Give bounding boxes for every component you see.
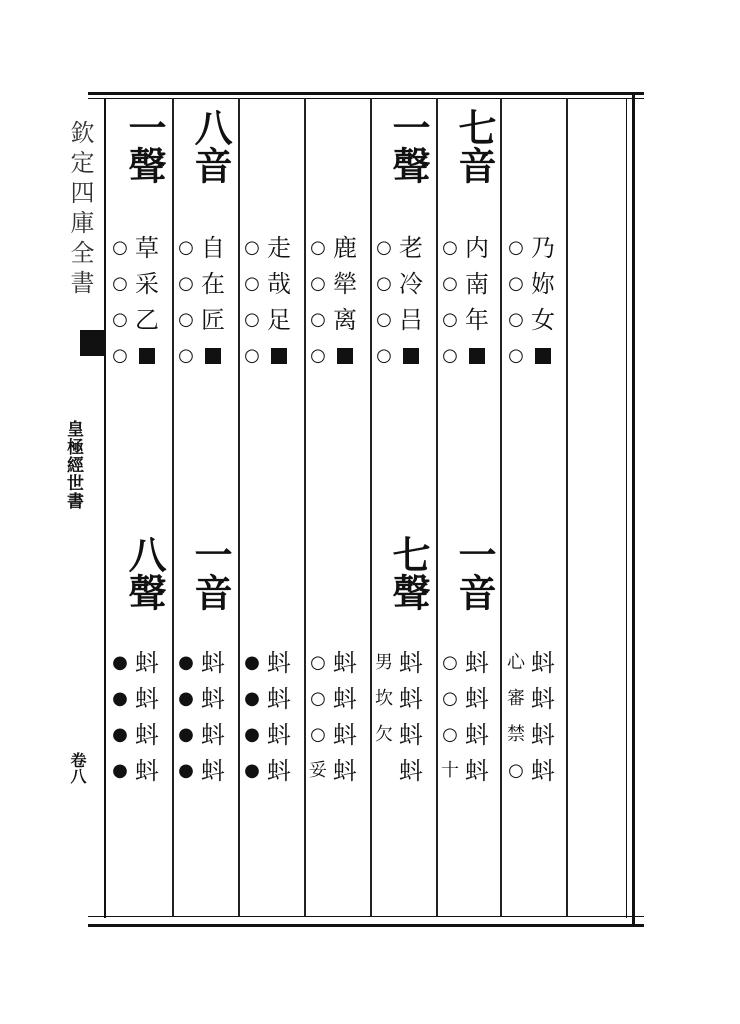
character: 蚪 <box>531 721 555 749</box>
upper-entries <box>440 230 500 374</box>
entry <box>506 230 566 266</box>
tone-mark: ○ <box>508 760 524 781</box>
character: 蚪 <box>201 685 225 713</box>
tone-mark: ○ <box>244 345 260 366</box>
column-heading-top: 一聲 <box>122 108 167 184</box>
tone-mark: ○ <box>310 309 326 330</box>
column-line <box>370 98 372 916</box>
character: 走 <box>267 234 291 262</box>
tone-mark: ○ <box>178 273 194 294</box>
character: 蚪 <box>201 649 225 677</box>
upper-entries <box>110 230 170 374</box>
tone-mark: 妥 <box>309 760 327 781</box>
entry <box>440 230 500 266</box>
tone-mark: ○ <box>112 273 128 294</box>
entry <box>374 753 434 789</box>
entry <box>308 717 368 753</box>
missing-character-block <box>328 338 362 374</box>
tone-mark: ○ <box>310 688 326 709</box>
tone-mark: ● <box>178 724 194 745</box>
entry <box>506 302 566 338</box>
entry <box>374 230 434 266</box>
entry <box>242 681 302 717</box>
missing-character-block <box>262 338 296 374</box>
character: 蚪 <box>201 721 225 749</box>
entry <box>308 645 368 681</box>
character: 蚪 <box>267 757 291 785</box>
entry <box>176 717 236 753</box>
lower-entries <box>374 645 434 789</box>
missing-character-block-shape <box>535 348 551 364</box>
entry <box>110 681 170 717</box>
entry <box>242 338 302 374</box>
tone-mark: ○ <box>310 273 326 294</box>
entry <box>374 681 434 717</box>
character: 蚪 <box>135 757 159 785</box>
character: 蚪 <box>465 721 489 749</box>
entry <box>440 681 500 717</box>
tone-mark: ○ <box>508 345 524 366</box>
tone-mark: ○ <box>310 652 326 673</box>
column-3 <box>242 100 302 915</box>
entry <box>176 645 236 681</box>
missing-character-block-shape <box>271 348 287 364</box>
missing-character-block-shape <box>139 348 155 364</box>
tone-mark: ○ <box>310 724 326 745</box>
character: 蚪 <box>399 757 423 785</box>
character: 年 <box>465 306 489 334</box>
tone-mark: ○ <box>376 345 392 366</box>
entry <box>176 753 236 789</box>
character: 蚪 <box>267 685 291 713</box>
lower-entries <box>242 645 302 789</box>
entry <box>308 338 368 374</box>
left-border <box>104 98 106 918</box>
tone-mark: 審 <box>507 688 525 709</box>
column-5 <box>374 100 434 915</box>
character: 离 <box>333 306 357 334</box>
entry <box>506 717 566 753</box>
tone-mark: 禁 <box>507 724 525 745</box>
tone-mark: ● <box>178 688 194 709</box>
entry <box>506 753 566 789</box>
tone-mark: ● <box>178 652 194 673</box>
column-line <box>566 98 568 916</box>
character: 蚪 <box>399 721 423 749</box>
tone-mark: ○ <box>112 345 128 366</box>
tone-mark: ○ <box>310 345 326 366</box>
tone-mark: ○ <box>376 237 392 258</box>
entry <box>440 645 500 681</box>
character: 在 <box>201 270 225 298</box>
entry <box>374 645 434 681</box>
column-heading-bottom: 八聲 <box>122 535 167 611</box>
entry <box>374 266 434 302</box>
entry <box>308 753 368 789</box>
missing-character-block-shape <box>403 348 419 364</box>
missing-character-block <box>460 338 494 374</box>
entry <box>110 230 170 266</box>
entry <box>176 338 236 374</box>
tone-mark: ● <box>112 760 128 781</box>
book-title: 皇極經世書 <box>63 420 83 510</box>
entry <box>242 230 302 266</box>
tone-mark: ○ <box>376 273 392 294</box>
column-heading-bottom: 七聲 <box>386 535 431 611</box>
entry <box>242 753 302 789</box>
column-2 <box>176 100 236 915</box>
character: 匠 <box>201 306 225 334</box>
character: 蚪 <box>531 649 555 677</box>
tone-mark: ○ <box>244 273 260 294</box>
column-line <box>238 98 240 916</box>
entry <box>440 266 500 302</box>
tone-mark: 欠 <box>375 724 393 745</box>
column-4 <box>308 100 368 915</box>
entry <box>506 681 566 717</box>
character: 乃 <box>531 234 555 262</box>
tone-mark: ○ <box>442 237 458 258</box>
character: 蚪 <box>465 685 489 713</box>
entry <box>440 302 500 338</box>
upper-entries <box>506 230 566 374</box>
missing-character-block <box>130 338 164 374</box>
bottom-rule-thick <box>88 924 644 927</box>
bottom-rule <box>88 916 644 917</box>
entry <box>110 266 170 302</box>
upper-entries <box>374 230 434 374</box>
column-line <box>304 98 306 916</box>
upper-entries <box>308 230 368 374</box>
character: 蚪 <box>135 685 159 713</box>
column-1 <box>110 100 170 915</box>
entry <box>308 230 368 266</box>
entry <box>308 302 368 338</box>
character: 蚪 <box>135 721 159 749</box>
top-rule <box>88 92 644 95</box>
tone-mark: ● <box>244 724 260 745</box>
lower-entries <box>440 645 500 789</box>
volume-label: 卷八 <box>68 752 87 784</box>
tone-mark: ○ <box>442 688 458 709</box>
tone-mark: ● <box>244 652 260 673</box>
character: 蚪 <box>465 649 489 677</box>
entry <box>308 266 368 302</box>
character: 蚪 <box>399 685 423 713</box>
entry <box>110 338 170 374</box>
tone-mark: ○ <box>442 309 458 330</box>
tone-mark: 坎 <box>375 688 393 709</box>
character: 蚪 <box>201 757 225 785</box>
character: 南 <box>465 270 489 298</box>
character: 老 <box>399 234 423 262</box>
tone-mark: 十 <box>441 760 459 781</box>
entry <box>242 645 302 681</box>
character: 蚪 <box>333 685 357 713</box>
column-line <box>436 98 438 916</box>
missing-character-block-shape <box>205 348 221 364</box>
tone-mark: ○ <box>244 237 260 258</box>
column-heading-top: 一聲 <box>386 108 431 184</box>
column-6 <box>440 100 500 915</box>
entry <box>374 302 434 338</box>
lower-entries <box>506 645 566 789</box>
character: 乙 <box>135 306 159 334</box>
tone-mark: ○ <box>244 309 260 330</box>
tone-mark: ○ <box>178 237 194 258</box>
entry <box>440 753 500 789</box>
tone-mark: ○ <box>178 345 194 366</box>
missing-character-block <box>196 338 230 374</box>
entry <box>440 338 500 374</box>
column-heading-bottom: 一音 <box>452 535 497 611</box>
entry <box>176 266 236 302</box>
column-7 <box>506 100 566 915</box>
character: 蚪 <box>399 649 423 677</box>
tone-mark: ○ <box>112 237 128 258</box>
character: 蚪 <box>333 721 357 749</box>
character: 蚪 <box>135 649 159 677</box>
character: 女 <box>531 306 555 334</box>
character: 哉 <box>267 270 291 298</box>
tone-mark: ● <box>244 688 260 709</box>
tone-mark: 心 <box>507 652 525 673</box>
tone-mark: ● <box>112 688 128 709</box>
missing-character-block <box>526 338 560 374</box>
character: 蚪 <box>333 649 357 677</box>
entry <box>110 645 170 681</box>
right-border-thin <box>626 98 627 918</box>
tone-mark: ○ <box>310 237 326 258</box>
tone-mark: ● <box>112 724 128 745</box>
missing-character-block-shape <box>337 348 353 364</box>
character: 草 <box>135 234 159 262</box>
entry <box>176 230 236 266</box>
missing-character-block-shape <box>469 348 485 364</box>
lower-entries <box>308 645 368 789</box>
entry <box>308 681 368 717</box>
character: 妳 <box>531 270 555 298</box>
entry <box>506 645 566 681</box>
column-heading-top: 八音 <box>188 108 233 184</box>
lower-entries <box>176 645 236 789</box>
tone-mark: ○ <box>508 309 524 330</box>
tone-mark: ● <box>244 760 260 781</box>
character: 自 <box>201 234 225 262</box>
upper-entries <box>176 230 236 374</box>
entry <box>176 302 236 338</box>
tone-mark: ○ <box>442 273 458 294</box>
entry <box>374 338 434 374</box>
margin-title: 欽定四庫全書 <box>66 120 94 300</box>
entry <box>110 753 170 789</box>
tone-mark: ● <box>178 760 194 781</box>
character: 蚪 <box>465 757 489 785</box>
character: 蚪 <box>531 685 555 713</box>
character: 犖 <box>333 270 357 298</box>
entry <box>242 302 302 338</box>
missing-character-block <box>394 338 428 374</box>
entry <box>440 717 500 753</box>
column-line <box>172 98 174 916</box>
entry <box>242 717 302 753</box>
entry <box>110 302 170 338</box>
tone-mark: ○ <box>442 724 458 745</box>
right-border <box>632 92 635 927</box>
tone-mark: ○ <box>508 273 524 294</box>
tone-mark: ○ <box>376 309 392 330</box>
character: 蚪 <box>531 757 555 785</box>
character: 鹿 <box>333 234 357 262</box>
upper-entries <box>242 230 302 374</box>
character: 冷 <box>399 270 423 298</box>
tone-mark: 男 <box>375 652 393 673</box>
entry <box>374 717 434 753</box>
entry <box>242 266 302 302</box>
entry <box>506 266 566 302</box>
column-heading-bottom: 一音 <box>188 535 233 611</box>
entry <box>506 338 566 374</box>
character: 采 <box>135 270 159 298</box>
tone-mark: ○ <box>442 345 458 366</box>
fish-tail-mark <box>80 330 106 356</box>
entry <box>176 681 236 717</box>
lower-entries <box>110 645 170 789</box>
character: 吕 <box>399 306 423 334</box>
character: 足 <box>267 306 291 334</box>
column-heading-top: 七音 <box>452 108 497 184</box>
character: 蚪 <box>333 757 357 785</box>
tone-mark: ● <box>112 652 128 673</box>
tone-mark: ○ <box>442 652 458 673</box>
tone-mark: ○ <box>112 309 128 330</box>
character: 内 <box>465 234 489 262</box>
character: 蚪 <box>267 649 291 677</box>
tone-mark: ○ <box>178 309 194 330</box>
character: 蚪 <box>267 721 291 749</box>
tone-mark: ○ <box>508 237 524 258</box>
column-line <box>500 98 502 916</box>
entry <box>110 717 170 753</box>
